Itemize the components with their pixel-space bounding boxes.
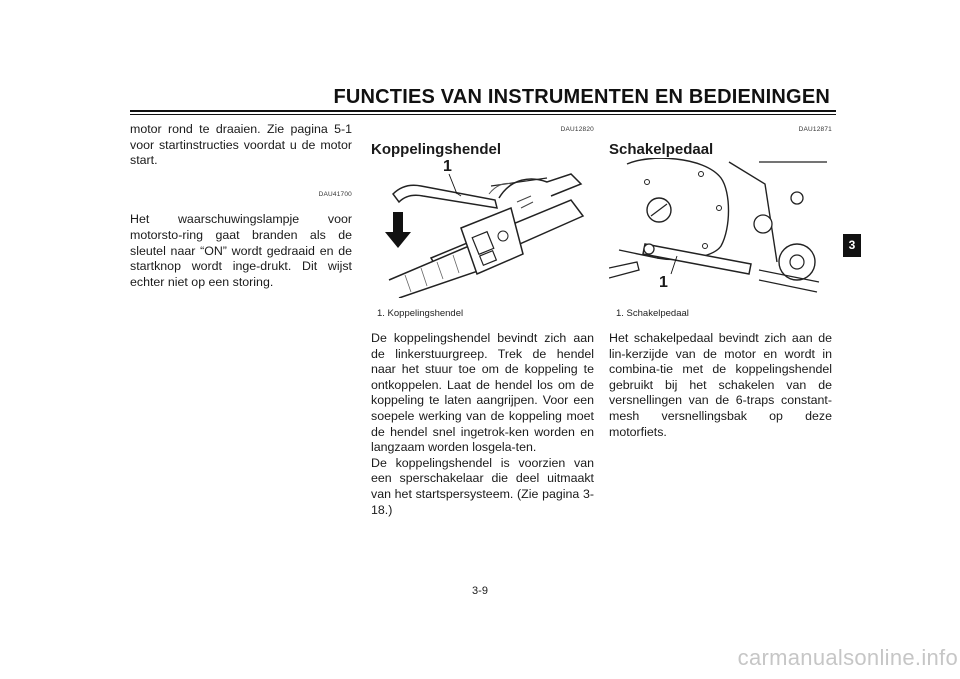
clutch-lever-drawing [371, 158, 594, 298]
watermark: carmanualsonline.info [737, 645, 958, 670]
heading-koppelingshendel: Koppelingshendel [371, 140, 502, 158]
left-paragraph-2: Het waarschuwingslampje voor motorsto-ring gaat branden als de sleutel naar “ON” wordt gedraaid en de startknop wordt inge-drukt. Dit wijst echter niet op een storing. [130, 212, 352, 289]
chapter-tab: 3 [843, 234, 861, 257]
callout-label-shift-pedal: 1 [659, 274, 668, 291]
shift-pedal-illustration [609, 158, 832, 298]
header-rule-thin [130, 114, 836, 115]
shift-pedal-description: Het schakelpedaal bevindt zich aan de lin-kerzijde van de motor en wordt in combina-tie met de koppelingshendel gebruikt bij het schakelen van de versnellingen van de 6-traps constant-mesh versnellingsbak op deze motorfiets. [609, 331, 832, 439]
middle-column [371, 122, 594, 159]
left-paragraph-1: motor rond te draaien. Zie pagina 5-1 voor startinstructies voordat u de motor start. [130, 122, 352, 168]
page-number: 3-9 [472, 585, 488, 597]
header-rule-thick [130, 110, 836, 112]
left-column [130, 122, 352, 290]
clutch-lever-illustration [371, 158, 594, 298]
section-code-middle: DAU12820 [560, 126, 594, 133]
clutch-interlock-note: De koppelingshendel is voorzien van een sperschakelaar die deel uitmaakt van het startspersysteem. (Zie pagina 3-18.) [371, 455, 594, 517]
clutch-description: De koppelingshendel bevindt zich aan de linkerstuurgreep. Trek de hendel naar het stuur toe om de koppeling te ontkoppelen. Laat de hendel los om de koppeling te laten aangrijpen. Voor een soepele werking van de koppeling moet de hendel snel ingetrok-ken worden en langzaam worden losgela-ten. [371, 331, 594, 455]
section-code-left: DAU41700 [318, 190, 352, 198]
right-column [609, 122, 832, 159]
section-code-right: DAU12871 [798, 126, 832, 133]
heading-schakelpedaal: Schakelpedaal [609, 140, 714, 158]
figure-caption-shift: 1. Schakelpedaal [616, 308, 689, 319]
middle-column-body [371, 331, 594, 518]
figure-caption-clutch: 1. Koppelingshendel [377, 308, 464, 319]
callout-label-clutch-lever: 1 [443, 158, 452, 175]
shift-pedal-drawing [609, 158, 832, 298]
page-header-title: FUNCTIES VAN INSTRUMENTEN EN BEDIENINGEN [333, 86, 830, 108]
right-column-body [609, 331, 832, 440]
